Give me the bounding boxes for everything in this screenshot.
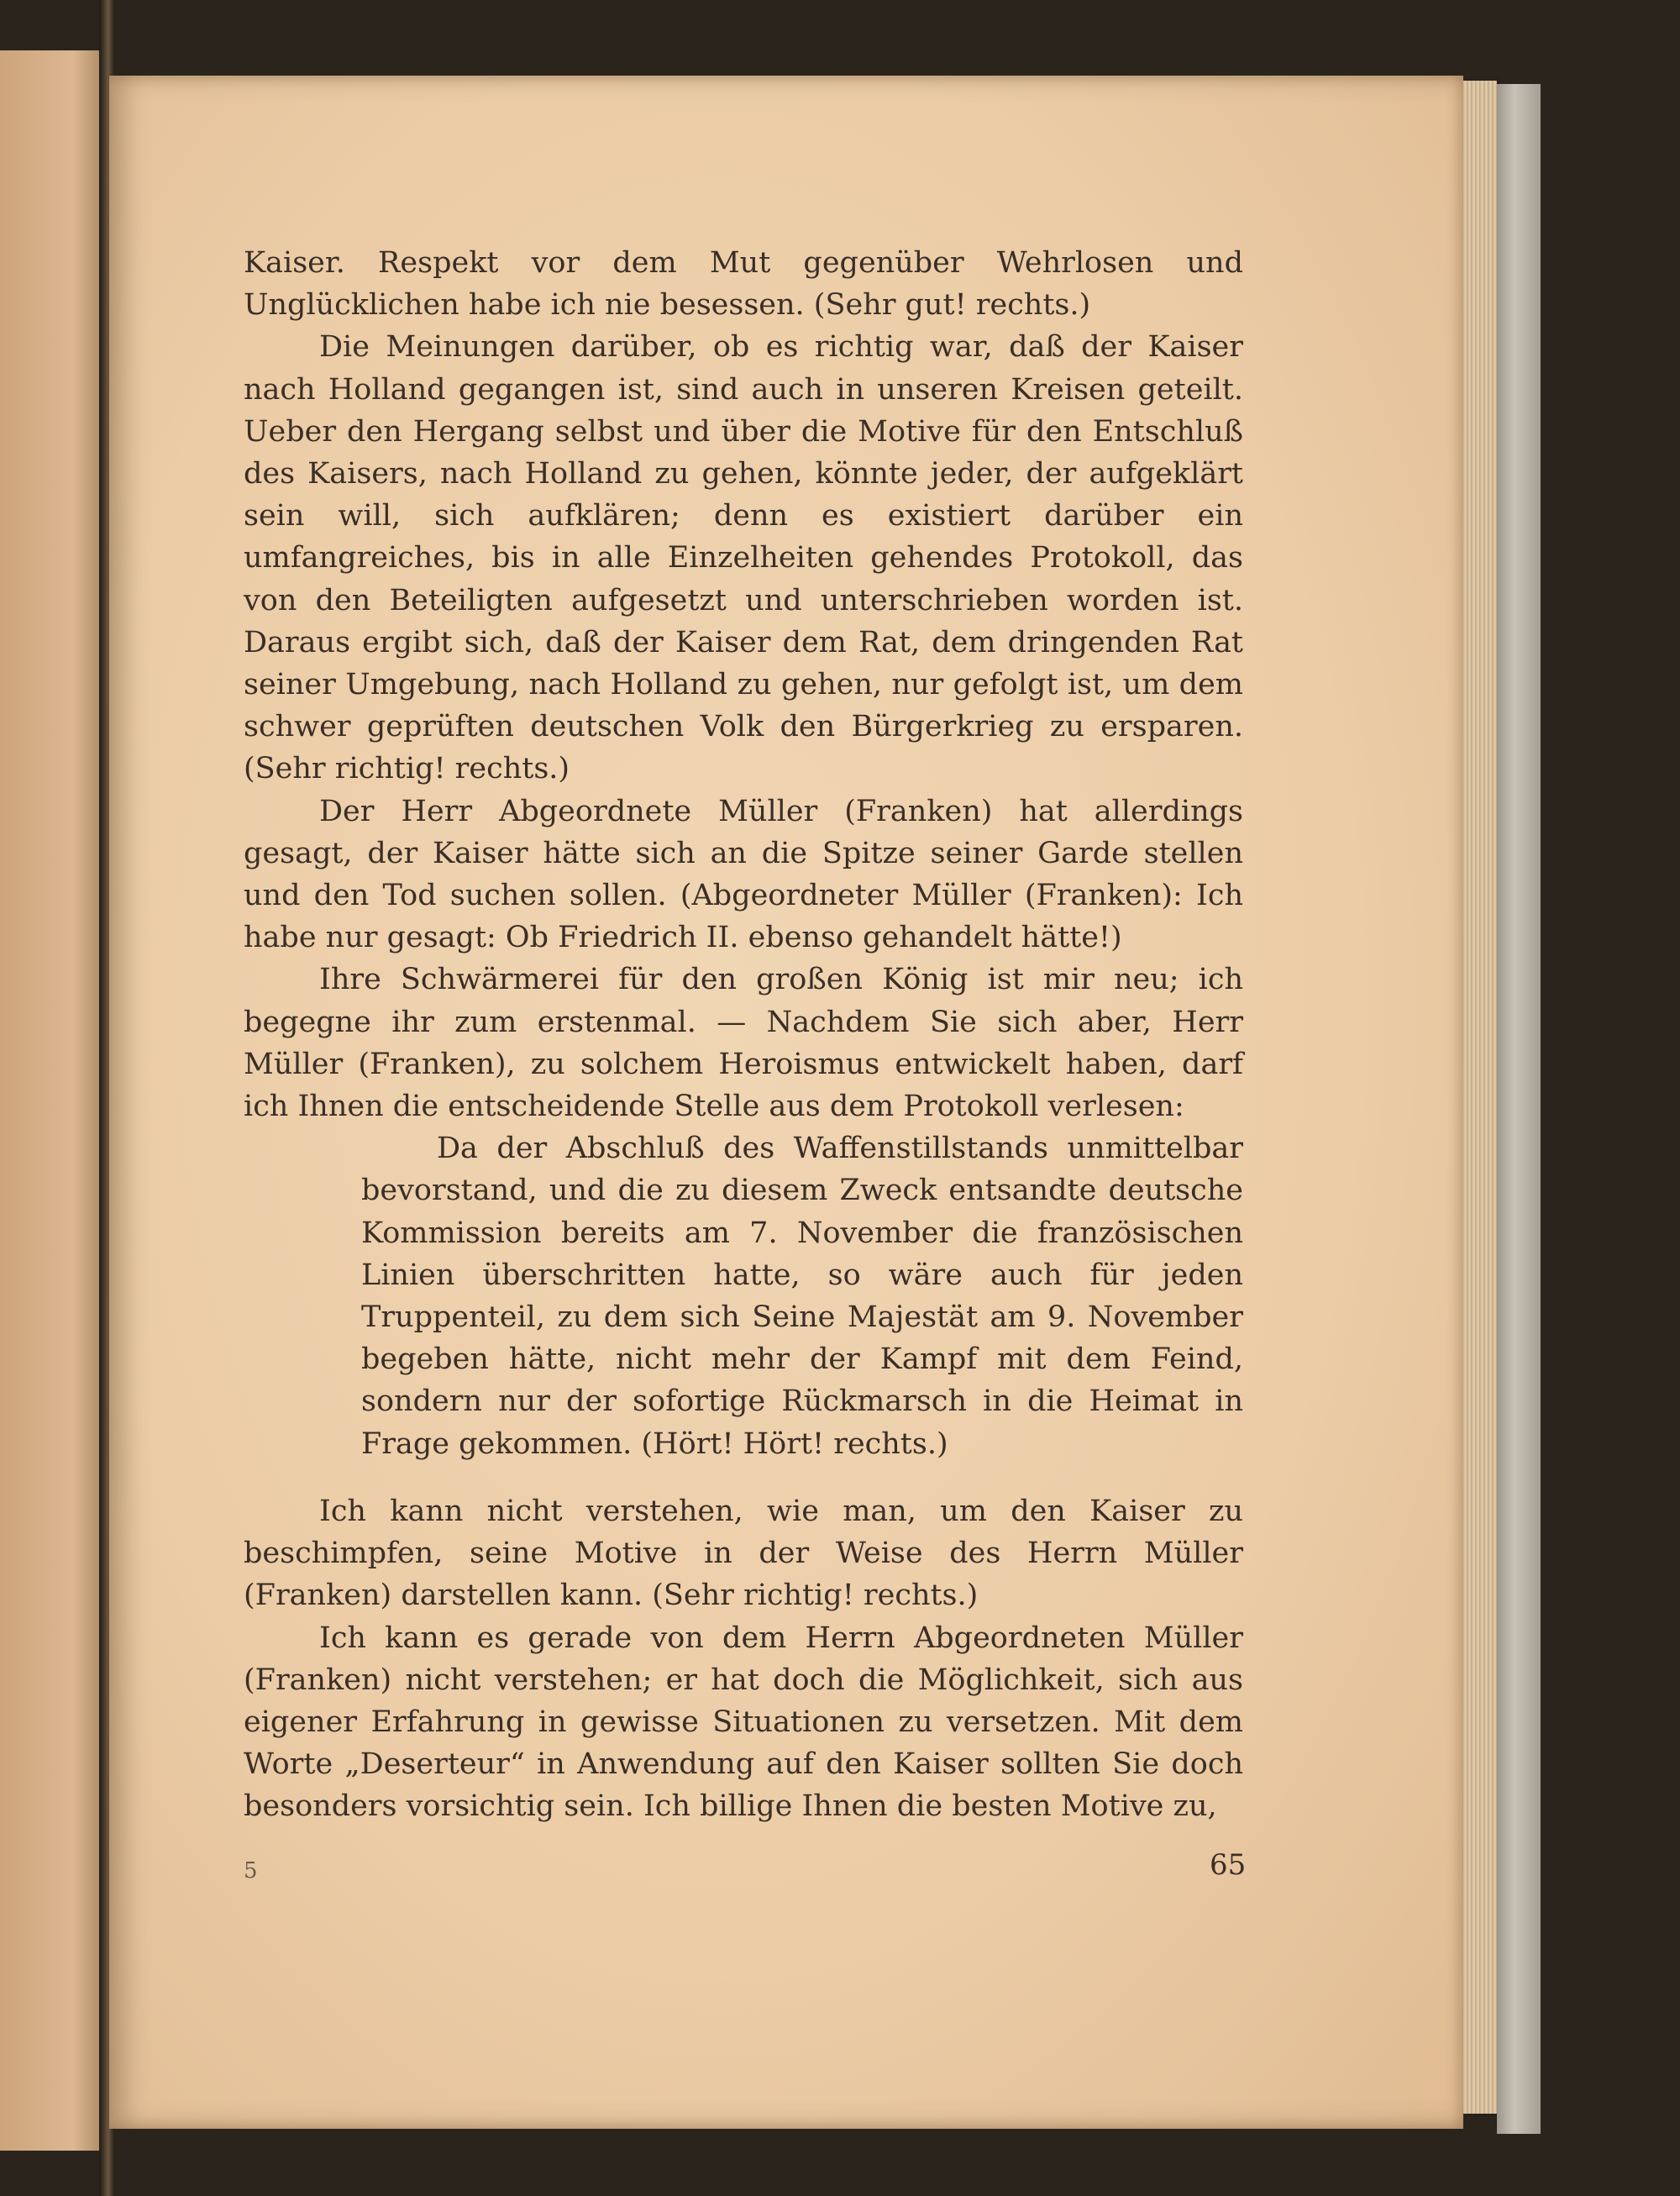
paragraph-3: Der Herr Abgeordnete Müller (Franken) hat allerdings gesagt, der Kaiser hätte sich an die Spitze seiner Garde stellen und den Tod suchen sollen. (Abgeordneter Müller (Franken): Ich habe nur gesagt: Ob Friedrich II. ebenso gehandelt hätte!) (244, 794, 1243, 955)
block-quote (361, 1127, 1243, 1465)
previous-page-edge (0, 50, 105, 2151)
closing-paragraphs (244, 1490, 1243, 1828)
book-cover-edge (1497, 84, 1541, 2134)
page-number: 65 (1210, 1848, 1247, 1882)
page-stack-edge (1463, 81, 1497, 2114)
quote-text: Da der Abschluß des Waffenstillstands unmittelbar bevorstand, und die zu diesem Zweck entsandte deutsche Kommission bereits am 7. November die französischen Linien überschritten hatte, so wäre auch für jeden Truppenteil, zu dem sich Seine Majestät am 9. November begeben hätte, nicht mehr der Kampf mit dem Feind, sondern nur der sofortige Rückmarsch in die Heimat in Frage gekommen. (Hört! Hört! rechts.) (361, 1132, 1243, 1461)
paragraph-2: Die Meinungen darüber, ob es richtig war, daß der Kaiser nach Holland gegangen ist, sind auch in unseren Kreisen geteilt. Ueber den Hergang selbst und über die Motive für den Entschluß des Kaisers, nach Holland zu gehen, könnte jeder, der aufgeklärt sein will, sich aufklären; denn es existiert darüber ein umfangreiches, bis in alle Einzelheiten gehendes Protokoll, das von den Beteiligten aufgesetzt und unterschrieben worden ist. Daraus ergibt sich, daß der Kaiser dem Rat, dem dringenden Rat seiner Umgebung, nach Holland zu gehen, nur gefolgt ist, um dem schwer geprüften deutschen Volk den Bürgerkrieg zu ersparen. (Sehr richtig! rechts.) (244, 330, 1243, 786)
page-body (244, 242, 1243, 1828)
signature-mark: 5 (244, 1858, 258, 1883)
paragraph-6: Ich kann es gerade von dem Herrn Abgeordneten Müller (Franken) nicht verstehen; er hat doch die Möglichkeit, sich aus eigener Erfahrung in gewisse Situationen zu versetzen. Mit dem Worte „Deserteur“ in Anwendung auf den Kaiser sollten Sie doch besonders vorsichtig sein. Ich billige Ihnen die besten Motive zu, (244, 1621, 1243, 1824)
paragraph-4: Ihre Schwärmerei für den großen König ist mir neu; ich begegne ihr zum erstenmal. — Nachdem Sie sich aber, Herr Müller (Franken), zu solchem Heroismus entwickelt haben, darf ich Ihnen die entscheidende Stelle aus dem Protokoll verlesen: (244, 963, 1243, 1124)
paragraph-1: Kaiser. Respekt vor dem Mut gegenüber Wehrlosen und Unglücklichen habe ich nie besessen. (Sehr gut! rechts.) (244, 246, 1243, 323)
paragraph-5: Ich kann nicht verstehen, wie man, um den Kaiser zu beschimpfen, seine Motive in der Weise des Herrn Müller (Franken) darstellen kann. (Sehr richtig! rechts.) (244, 1494, 1243, 1613)
